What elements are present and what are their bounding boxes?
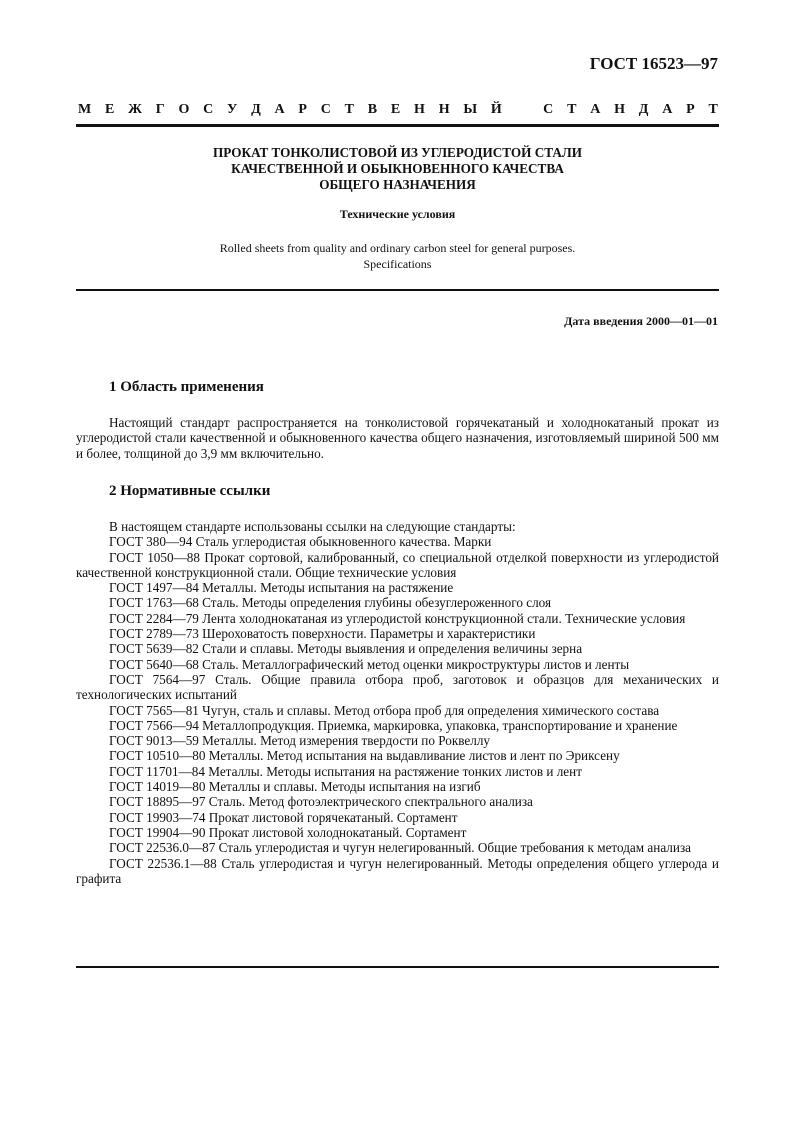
section-heading-references: 2 Нормативные ссылки bbox=[109, 483, 271, 499]
title-line: ОБЩЕГО НАЗНАЧЕНИЯ bbox=[319, 177, 476, 192]
footer-divider bbox=[76, 966, 719, 968]
banner-letter: Н bbox=[414, 102, 425, 117]
interstate-standard-banner bbox=[78, 102, 718, 118]
list-item: ГОСТ 22536.0—87 Сталь углеродистая и чугун нелегированный. Общие требования к методам анализа bbox=[109, 840, 692, 856]
list-item: ГОСТ 19904—90 Прокат листовой холоднокатаный. Сортамент bbox=[109, 824, 467, 840]
banner-letter: У bbox=[227, 102, 238, 117]
list-item: ГОСТ 14019—80 Металлы и сплавы. Методы испытания на изгиб bbox=[109, 779, 481, 795]
header-divider bbox=[76, 124, 719, 127]
scope-text: Настоящий стандарт распространяется на тонколистовой горячекатаный и холоднокатаный прокат из углеродистой стали качественной и обыкновенного качества общего назначения, изготовляемый шириной 500 мм и более, толщиной до 3,9 мм включительно. bbox=[76, 415, 719, 461]
banner-letter: М bbox=[78, 102, 92, 117]
standard-code: ГОСТ 16523—97 bbox=[589, 54, 718, 73]
english-title-line: Rolled sheets from quality and ordinary carbon steel for general purposes. bbox=[219, 241, 576, 255]
banner-letter: Ы bbox=[463, 102, 478, 117]
list-item: ГОСТ 1763—68 Сталь. Методы определения глубины обезуглероженного слоя bbox=[109, 595, 552, 611]
banner-letter: Г bbox=[155, 102, 165, 117]
banner-letter: А bbox=[274, 102, 285, 117]
title-line: КАЧЕСТВЕННОЙ И ОБЫКНОВЕННОГО КАЧЕСТВА bbox=[231, 161, 564, 176]
banner-letter: Т bbox=[344, 102, 355, 117]
list-item: ГОСТ 5640—68 Сталь. Металлографический метод оценки микроструктуры листов и ленты bbox=[109, 656, 630, 672]
list-item: ГОСТ 7564—97 Сталь. Общие правила отбора проб, заготовок и образцов для механических и технологических испытаний bbox=[76, 671, 719, 703]
banner-letter: Е bbox=[105, 102, 115, 117]
banner-letter: Д bbox=[251, 102, 261, 117]
list-item: ГОСТ 1050—88 Прокат сортовой, калиброванный, со специальной отделкой поверхности из углеродистой качественной конструкционной стали. Общие технические условия bbox=[76, 549, 719, 580]
list-item: ГОСТ 1497—84 Металлы. Методы испытания на растяжение bbox=[109, 580, 454, 596]
document-subtitle: Технические условия bbox=[339, 207, 456, 221]
banner-letter: Е bbox=[390, 102, 401, 117]
banner-letter: Ж bbox=[128, 102, 142, 117]
banner-letter: Т bbox=[708, 102, 718, 117]
list-item: ГОСТ 2284—79 Лента холоднокатаная из углеродистой конструкционной стали. Технические условия bbox=[109, 610, 686, 626]
list-item: ГОСТ 18895—97 Сталь. Метод фотоэлектрического спектрального анализа bbox=[109, 794, 533, 810]
list-item: ГОСТ 2789—73 Шероховатость поверхности. Параметры и характеристики bbox=[109, 626, 536, 642]
banner-letter: Й bbox=[490, 102, 502, 117]
list-item: В настоящем стандарте использованы ссылки на следующие стандарты: bbox=[109, 519, 516, 534]
list-item: ГОСТ 5639—82 Стали и сплавы. Методы выявления и определения величины зерна bbox=[109, 641, 583, 657]
list-item: ГОСТ 11701—84 Металлы. Методы испытания на растяжение тонких листов и лент bbox=[109, 763, 582, 779]
list-item: ГОСТ 19903—74 Прокат листовой горячекатаный. Сортамент bbox=[109, 809, 458, 825]
banner-letter: О bbox=[178, 102, 190, 117]
banner-letter: Р bbox=[298, 102, 307, 117]
title-divider bbox=[76, 289, 719, 291]
list-item: ГОСТ 7565—81 Чугун, сталь и сплавы. Метод отбора проб для определения химического состава bbox=[109, 702, 660, 718]
english-title-line: Specifications bbox=[363, 257, 432, 271]
document-title bbox=[76, 145, 719, 193]
title-line: ПРОКАТ ТОНКОЛИСТОВОЙ ИЗ УГЛЕРОДИСТОЙ СТАЛИ bbox=[213, 145, 582, 160]
banner-letter: В bbox=[367, 102, 378, 117]
references-list bbox=[76, 519, 719, 886]
scope-paragraph bbox=[76, 415, 719, 461]
list-item: ГОСТ 10510—80 Металлы. Метод испытания на выдавливание листов и лент по Эриксену bbox=[109, 748, 620, 764]
section-heading-scope: 1 Область применения bbox=[109, 379, 264, 395]
banner-letter: Н bbox=[438, 102, 450, 117]
banner-letter: А bbox=[590, 102, 601, 117]
list-item: ГОСТ 7566—94 Металлопродукция. Приемка, маркировка, упаковка, транспортирование и хранение bbox=[109, 717, 678, 733]
banner-letter: Т bbox=[567, 102, 577, 117]
banner-letter: Н bbox=[614, 102, 625, 117]
banner-letter: А bbox=[662, 102, 673, 117]
banner-letter: С bbox=[320, 102, 331, 117]
list-item: ГОСТ 22536.1—88 Сталь углеродистая и чугун нелегированный. Методы определения общего углерода и графита bbox=[76, 855, 719, 886]
english-title bbox=[76, 240, 719, 272]
banner-letter: Д bbox=[638, 102, 649, 117]
banner-letter: С bbox=[543, 102, 554, 117]
banner-letter: С bbox=[203, 102, 214, 117]
banner-letter: Р bbox=[686, 102, 695, 117]
list-item: ГОСТ 380—94 Сталь углеродистая обыкновенного качества. Марки bbox=[109, 534, 492, 550]
list-item: ГОСТ 9013—59 Металлы. Метод измерения твердости по Роквеллу bbox=[109, 733, 491, 749]
effective-date: Дата введения 2000—01—01 bbox=[564, 314, 718, 328]
